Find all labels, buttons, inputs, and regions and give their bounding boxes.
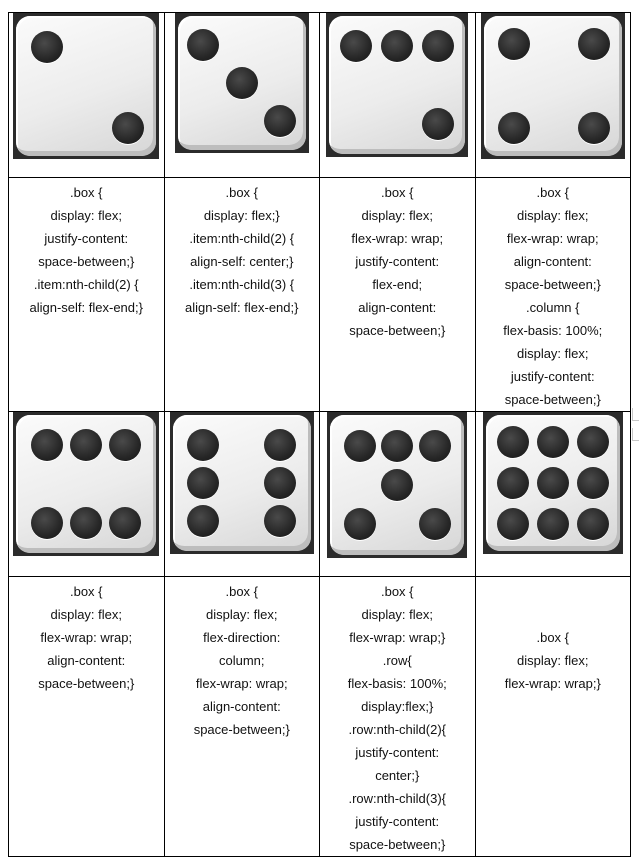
css-code-8 — [476, 577, 631, 695]
css-line: display: flex; — [361, 607, 434, 622]
pip — [577, 508, 609, 540]
dice-face — [486, 415, 620, 551]
css-line: display:flex;} — [361, 699, 434, 714]
code-cell-5 — [9, 577, 165, 857]
pip — [31, 429, 63, 461]
dice-cell-7 — [320, 412, 476, 577]
css-line: display: flex; — [516, 653, 589, 668]
pip — [422, 108, 454, 140]
css-line: justify-content: — [355, 814, 440, 829]
pip — [226, 67, 258, 99]
css-line: align-content: — [358, 300, 437, 315]
css-line: align-self: flex-end;} — [29, 300, 143, 315]
css-line: align-content: — [47, 653, 126, 668]
pip — [381, 430, 413, 462]
dice-cell-1 — [9, 13, 165, 178]
css-code-7 — [320, 577, 475, 856]
pip — [109, 507, 141, 539]
css-line: space-between;} — [38, 254, 135, 269]
css-line: display: flex; — [205, 607, 278, 622]
code-cell-3 — [320, 178, 476, 412]
css-line: .box { — [536, 185, 570, 200]
pip — [340, 30, 372, 62]
css-line: .row:nth-child(3){ — [348, 791, 447, 806]
css-line: display: flex; — [361, 208, 434, 223]
code-row-1 — [9, 178, 631, 412]
pip — [537, 426, 569, 458]
dice-cell-4 — [475, 13, 631, 178]
css-line: space-between;} — [349, 837, 446, 852]
css-line: justify-content: — [510, 369, 595, 384]
pip — [109, 429, 141, 461]
css-line: flex-basis: 100%; — [503, 323, 603, 338]
css-line: display: flex; — [516, 208, 589, 223]
pip — [498, 112, 530, 144]
pip — [381, 30, 413, 62]
code-cell-7 — [320, 577, 476, 857]
dice-image-6 — [170, 412, 314, 554]
css-line: center;} — [375, 768, 420, 783]
pip — [112, 112, 144, 144]
dice-cell-5 — [9, 412, 165, 577]
css-line: flex-wrap: wrap; — [195, 676, 288, 691]
css-line: display: flex;} — [203, 208, 280, 223]
dice-image-3 — [326, 13, 468, 157]
dice-face — [16, 415, 156, 553]
css-line: .box { — [536, 630, 570, 645]
code-cell-6 — [164, 577, 320, 857]
css-line: column; — [218, 653, 265, 668]
css-line: .item:nth-child(2) { — [33, 277, 139, 292]
css-line: .row:nth-child(2){ — [348, 722, 447, 737]
css-line: .column { — [526, 300, 580, 315]
pip — [344, 508, 376, 540]
pip — [419, 430, 451, 462]
css-line: .item:nth-child(3) { — [189, 277, 295, 292]
css-line: .box { — [380, 185, 414, 200]
css-code-6 — [165, 577, 320, 741]
css-line: space-between;} — [38, 676, 135, 691]
code-cell-8 — [475, 577, 631, 857]
pip — [264, 429, 296, 461]
css-line: flex-basis: 100%; — [347, 676, 447, 691]
pip — [497, 426, 529, 458]
css-code-2 — [165, 178, 320, 319]
css-code-5 — [9, 577, 164, 695]
css-line: space-between;} — [504, 392, 601, 407]
dice-cell-3 — [320, 13, 476, 178]
css-line: space-between;} — [349, 323, 446, 338]
dice-face — [330, 415, 464, 555]
dice-image-5 — [13, 412, 159, 556]
css-line: .box { — [225, 185, 259, 200]
css-line: justify-content: — [355, 254, 440, 269]
dice-row-1 — [9, 13, 631, 178]
pip — [578, 112, 610, 144]
css-line: display: flex; — [516, 346, 589, 361]
pip — [187, 505, 219, 537]
pip — [344, 430, 376, 462]
css-code-3 — [320, 178, 475, 342]
css-code-1 — [9, 178, 164, 319]
pip — [498, 28, 530, 60]
dice-image-4 — [481, 13, 625, 159]
dice-image-8 — [483, 412, 623, 554]
css-line: flex-wrap: wrap;} — [349, 630, 446, 645]
pip — [264, 505, 296, 537]
css-line: .box { — [69, 185, 103, 200]
code-cell-1 — [9, 178, 165, 412]
dice-face — [173, 415, 311, 551]
css-line: .item:nth-child(2) { — [189, 231, 295, 246]
pip — [537, 467, 569, 499]
pip — [537, 508, 569, 540]
pip — [70, 429, 102, 461]
css-line: .box { — [380, 584, 414, 599]
css-line: display: flex; — [50, 208, 123, 223]
pip — [578, 28, 610, 60]
css-line: flex-wrap: wrap; — [351, 231, 444, 246]
css-line: align-content: — [513, 254, 592, 269]
pip — [419, 508, 451, 540]
css-line: align-self: center;} — [190, 254, 294, 269]
css-line: display: flex; — [50, 607, 123, 622]
css-line: flex-wrap: wrap; — [40, 630, 133, 645]
css-line: .box { — [69, 584, 103, 599]
css-line: .row{ — [382, 653, 412, 668]
css-code-4 — [476, 178, 631, 411]
pip — [187, 29, 219, 61]
pip — [577, 426, 609, 458]
css-line: flex-end; — [372, 277, 423, 292]
dice-cell-6 — [164, 412, 320, 577]
pip — [264, 467, 296, 499]
page-edge-marker — [632, 428, 639, 441]
pip — [31, 31, 63, 63]
dice-image-1 — [13, 13, 159, 159]
code-cell-4 — [475, 178, 631, 412]
pip — [497, 467, 529, 499]
pip — [422, 30, 454, 62]
css-line: align-self: flex-end;} — [185, 300, 299, 315]
pip — [70, 507, 102, 539]
pip — [31, 507, 63, 539]
pip — [264, 105, 296, 137]
dice-face — [329, 16, 465, 154]
dice-image-2 — [175, 13, 309, 153]
css-line: space-between;} — [193, 722, 290, 737]
css-line: flex-direction: — [203, 630, 281, 645]
pip — [497, 508, 529, 540]
dice-face — [16, 16, 156, 156]
pip — [187, 429, 219, 461]
css-line: flex-wrap: wrap; — [506, 231, 599, 246]
code-cell-2 — [164, 178, 320, 412]
dice-image-7 — [327, 412, 467, 558]
code-row-2 — [9, 577, 631, 857]
css-line: space-between;} — [504, 277, 601, 292]
css-line: flex-wrap: wrap;} — [504, 676, 601, 691]
css-line: justify-content: — [355, 745, 440, 760]
css-line: .box { — [225, 584, 259, 599]
page-edge-marker — [632, 408, 639, 421]
pip — [381, 469, 413, 501]
pip — [187, 467, 219, 499]
flexbox-dice-table — [8, 12, 631, 857]
pip — [577, 467, 609, 499]
css-line: justify-content: — [44, 231, 129, 246]
css-line: align-content: — [202, 699, 281, 714]
dice-row-2 — [9, 412, 631, 577]
dice-cell-8 — [475, 412, 631, 577]
dice-face — [484, 16, 622, 156]
dice-face — [178, 16, 306, 150]
dice-cell-2 — [164, 13, 320, 178]
